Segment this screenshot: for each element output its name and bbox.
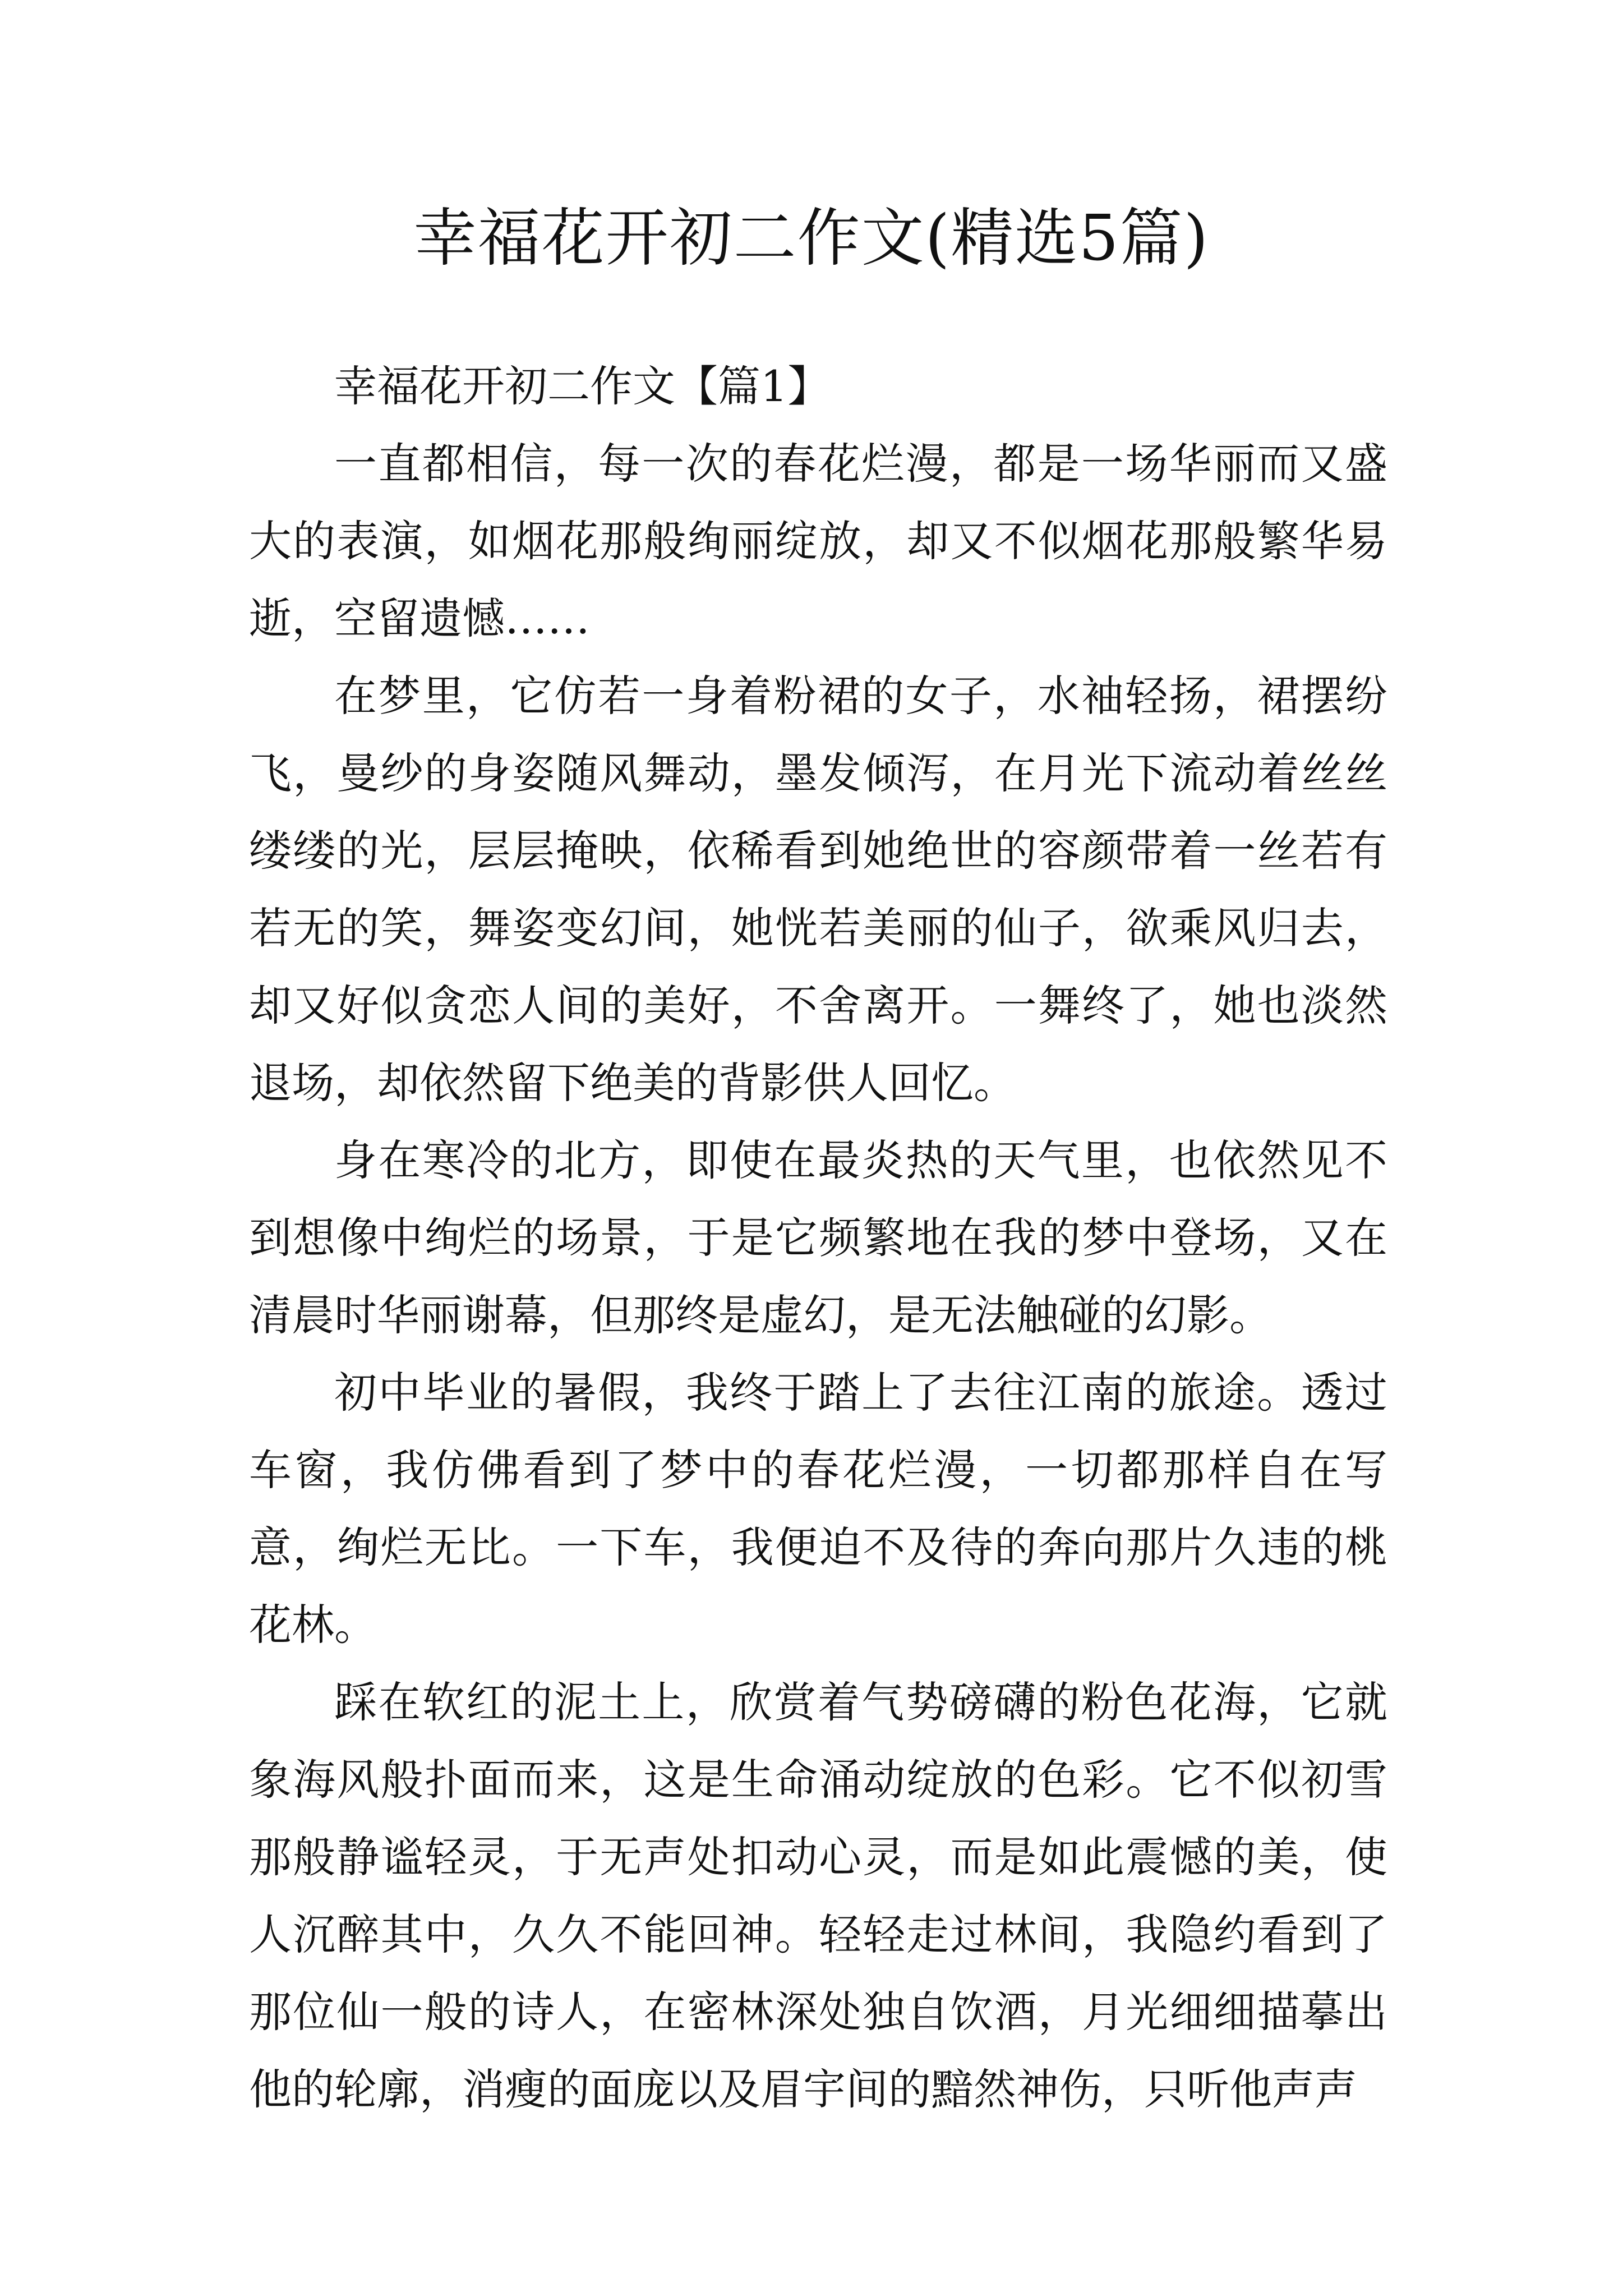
document-title: 幸福花开初二作文(精选5篇) bbox=[413, 202, 1210, 275]
paragraph-1: 一直都相信，每一次的春花烂漫，都是一场华丽而又盛大的表演，如烟花那般绚丽绽放，却又不似烟花那般繁华易逝，空留遗憾…… bbox=[249, 439, 1387, 643]
paragraph-4: 初中毕业的暑假，我终于踏上了去往江南的旅途。透过车窗，我仿佛看到了梦中的春花烂漫，一切都那样自在写意，绚烂无比。一下车，我便迫不及待的奔向那片久违的桃花林。 bbox=[249, 1368, 1387, 1650]
paragraph-5: 踩在软红的泥土上，欣赏着气势磅礴的粉色花海，它就象海风般扑面而来，这是生命涌动绽放的色彩。它不似初雪那般静谧轻灵，于无声处扣动心灵，而是如此震憾的美，使人沉醉其中，久久不能回神。轻轻走过林间，我隐约看到了那位仙一般的诗人，在密林深处独自饮酒，月光细细描摹出他的轮廓，消瘦的面庞以及眉宇间的黯然神伤，只听他声声 bbox=[249, 1677, 1387, 2114]
paragraph-2: 在梦里，它仿若一身着粉裙的女子，水袖轻扬，裙摆纷飞，曼纱的身姿随风舞动，墨发倾泻，在月光下流动着丝丝缕缕的光，层层掩映，依稀看到她绝世的容颜带着一丝若有若无的笑，舞姿变幻间，她恍若美丽的仙子，欲乘风归去，却又好似贪恋人间的美好，不舍离开。一舞终了，她也淡然退场，却依然留下绝美的背影供人回忆。 bbox=[249, 671, 1387, 1108]
paragraph-3: 身在寒冷的北方，即使在最炎热的天气里，也依然见不到想像中绚烂的场景，于是它频繁地在我的梦中登场，又在清晨时华丽谢幕，但那终是虚幻，是无法触碰的幻影。 bbox=[249, 1135, 1387, 1340]
document-body bbox=[249, 348, 1387, 2128]
section-heading: 幸福花开初二作文【篇1】 bbox=[334, 361, 831, 411]
